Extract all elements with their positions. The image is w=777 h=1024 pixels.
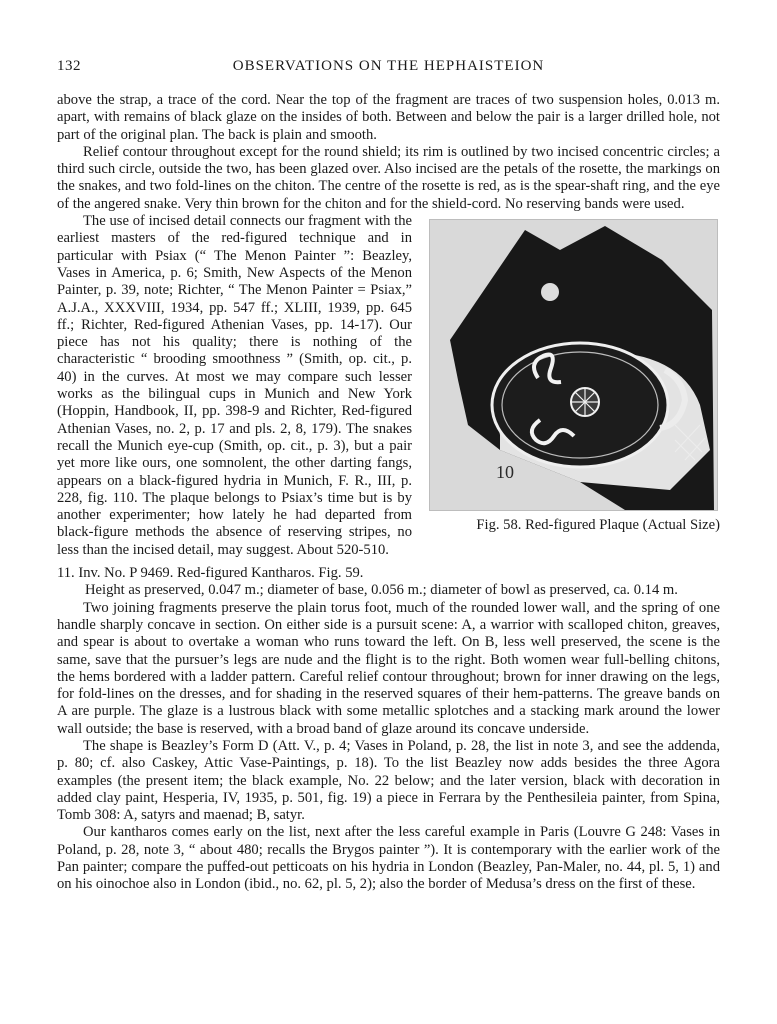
- paragraph-incised-detail: The use of incised detail connects our fragment with the earliest masters of the red-figured technique and in particular with Psiax (“ The Menon Painter ”: Beazley, Vases in America, p. 6; Smith, New Aspects of the Menon Painter, p. 39, note; Richter, “ The Menon Painter = Psiax,” A.J.A., XXXVIII, 1934, pp. 547 ff.; XLIII, 1939, pp. 645 ff.; Richter, Red-figured Athenian Vases, pp. 14-17). Our piece has not his quality; there is nothing of the characteristic “ brooding smoothness ” (Smith, op. cit., p. 40) in the curves. At most we may compare such lesser works as the bilingual cups in Munich and New York (Hoppin, Handbook, II, pp. 398-9 and Richter, Red-figured Athenian Vases, no. 2, p. 17 and pls. 2, 8, 179). The snakes recall the Munich eye-cup (Smith, op. cit., p. 3), but a pair yet more like ours, one somnolent, the other darting fangs, appears on a black-figured hydria in Munich, F. R., III, p. 228, fig. 110. The plaque belongs to Psiax’s time but is by another experimenter; how lately he had departed from black-figure methods the absence of reserving stripes, no less than the incised detail, may suggest. About 520-510.: [57, 213, 412, 558]
- plaque-photograph: [429, 219, 718, 511]
- suspension-hole: [541, 283, 559, 301]
- paragraph-shape: The shape is Beazley’s Form D (Att. V., p. 4; Vases in Poland, p. 28, the list in note 3, and see the addenda, p. 80; cf. also Caskey, Attic Vase-Paintings, p. 18). To the list Beazley now adds besides the three Agora examples (the present item; the black example, No. 22 below; and the later version, black with decoration in added clay paint, Hesperia, IV, 1935, p. 501, fig. 19) a piece in Ferrara by the Penthesileia painter, from Spina, Tomb 308: A, satyrs and maenad; B, satyr.: [57, 737, 720, 824]
- paragraph-continued: above the strap, a trace of the cord. Near the top of the fragment are traces of two suspension holes, 0.013 m. apart, with remains of black glaze on the insides of both. Between and below the pair is a larger drilled hole, not part of the original plan. The back is plain and smooth.: [57, 92, 720, 143]
- figure-caption: Fig. 58. Red-figured Plaque (Actual Size): [476, 517, 720, 534]
- plaque-fragment-image: [430, 220, 717, 510]
- running-title: OBSERVATIONS ON THE HEPHAISTEION: [232, 58, 545, 74]
- catalogue-entry-dimensions: Height as preserved, 0.047 m.; diameter of base, 0.056 m.; diameter of bowl as preserved, ca. 0.14 m.: [85, 582, 678, 599]
- paragraph-fragments: Two joining fragments preserve the plain torus foot, much of the rounded lower wall, and the spring of one handle sharply concave in section. On either side is a pursuit scene: A, a warrior with scalloped chiton, greaves, and spear is about to overtake a woman who runs toward the left. On B, less well preserved, the scene is the same, save that the pursuer’s legs are nude and the flight is to the right. Both women wear full-belling chitons, the hems bordered with a ladder pattern. Careful relief contour throughout; brown for inner drawing on the legs, for fold-lines on the dresses, and for shading in the reserved squares of their hem-patterns. The greave bands on A are purple. The glaze is a lustrous black with some metallic splotches and a stacking mark around the lower wall outside; the base is reserved, with a broad band of glaze around its concave underside.: [57, 599, 720, 737]
- catalogue-entry-heading: 11. Inv. No. P 9469. Red-figured Kantharos. Fig. 59.: [57, 565, 364, 582]
- article-body: [57, 92, 720, 894]
- paragraph-chronology: Our kantharos comes early on the list, next after the less careful example in Paris (Louvre G 248: Vases in Poland, p. 28, note 3, “ about 480; recalls the Brygos painter ”). It is contemporary with the earlier work of the Pan painter; compare the puffed-out petticoats on his hydria in London (Beazley, Pan-Maler, no. 44, pl. 5, 1) and on his oinochoe also in London (ibid., no. 62, pl. 5, 2); also the border of Medusa’s dress on the first of these.: [57, 824, 720, 893]
- rosette-petals: [571, 388, 599, 416]
- page-number: 132: [57, 58, 81, 74]
- plaque-number-label: 10: [496, 462, 514, 483]
- paragraph-relief-contour: Relief contour throughout except for the round shield; its rim is outlined by two incised concentric circles; a third such circle, outside the two, has been glazed over. Also incised are the petals of the rosette, the markings on the snakes, and two fold-lines on the chiton. The centre of the rosette is red, as is the spear-shaft ring, and the eye of the angered snake. Very thin brown for the chiton and for the shield-cord. No reserving bands were used.: [57, 143, 720, 212]
- figure-58: [422, 219, 720, 534]
